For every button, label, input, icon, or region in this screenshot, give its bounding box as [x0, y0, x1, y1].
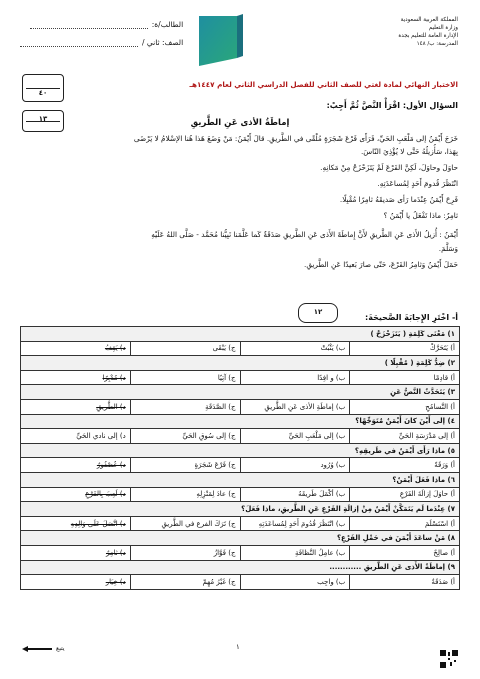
answer-option[interactable]: ج) عادَ لِمَنْزِلِهِ [130, 487, 240, 502]
question-text: ٨) مَنْ ساعَدَ أَيْمَنَ في حَمْلِ الفَرْعِ؟ [21, 531, 460, 546]
question-row [21, 472, 460, 487]
options-row [21, 516, 460, 531]
answer-option[interactable]: أ) صَدَقَةٌ [350, 575, 460, 590]
answer-option[interactable]: أ) وَرَقَةً [350, 458, 460, 473]
answer-option[interactable]: د) إلى نادي الحَيِّ [21, 429, 131, 444]
answer-option[interactable]: د) ثامِرٌ [21, 545, 131, 560]
answer-option[interactable]: د) مُدْبِرًا [21, 370, 131, 385]
question-row [21, 385, 460, 400]
answer-option[interactable]: ج) إلى سُوقِ الحَيِّ [130, 429, 240, 444]
question-text: ٦) ماذا فَعَلَ أَيْمَنُ؟ [21, 472, 460, 487]
page-number: ١ [236, 643, 240, 651]
answer-option[interactable]: ج) الصَّدَقَةِ [130, 399, 240, 414]
answer-option[interactable]: ج) فَوَّازُ [130, 545, 240, 560]
exam-title: الاختبار النهائي لمادة لغتي للصف الثاني للفصل الدراسي الثاني لعام ١٤٤٧هـ [189, 80, 458, 89]
student-name-label: الطالب/ة: [151, 20, 184, 29]
question-text: ١) مَعْنَى كَلِمَةِ ( يَتَزَحْزَحْ ) [21, 327, 460, 342]
student-name-field[interactable] [30, 20, 148, 29]
story-paragraph: وَسَلَّمَ. [438, 244, 458, 253]
options-row [21, 545, 460, 560]
header-line: المملكة العربية السعودية [400, 17, 458, 23]
grade-field[interactable] [20, 38, 138, 47]
header-line: المدرسة: ب/ ١٤٨ [416, 41, 458, 47]
answer-option[interactable]: ب) إماطَةِ الأذى عَنِ الطَّريقِ [240, 399, 350, 414]
story-paragraph: خَرَجَ أَيْمَنُ إلى مَلْعَبِ الحَيِّ، فَرَأَى فَرْعَ شَجَرَةٍ مُلْقًى في الطَّريقِ. قالَ أَيْمَنُ: مَنْ وَضَعَ هَذا هُنا الإسْلامُ لا يَرْضَى [133, 134, 458, 143]
options-row [21, 341, 460, 356]
question1-prompt: السؤال الأول: اقْرَأْ النَّصَّ ثُمَّ أَجِبْ: [326, 101, 458, 110]
question-row [21, 356, 460, 371]
section-a-score-box [298, 303, 338, 323]
options-row [21, 458, 460, 473]
header-line: وزارة التعليم [428, 25, 458, 31]
question-text: ٩) إماطَةُ الأَذى عَنِ الطَّريقِ ............ [21, 560, 460, 575]
section-a-title: أ- اخْتَرِ الإِجابَةَ الصَّحيحَةَ: [365, 313, 458, 322]
q1-score: ١٣ [38, 115, 48, 123]
total-score-box [22, 74, 64, 102]
next-page-label: يتبع [56, 645, 65, 652]
story-paragraph: بِهَذا، سَأُزيلُهُ حَتَّى لا يُؤْذِيَ النّاسَ. [360, 147, 458, 156]
answer-option[interactable]: أ) يَتَحَرَّكْ [350, 341, 460, 356]
answer-option[interactable]: أ) صالِحٌ [350, 545, 460, 560]
answer-option[interactable]: أ) إلى مَدْرَسَةِ الحَيِّ [350, 429, 460, 444]
multiple-choice-table [20, 326, 460, 590]
school-header [398, 16, 458, 48]
story-paragraph: حَمَلَ أَيْمَنُ وَثامِرُ الفَرْعَ، حَتّى صارَ بَعيدًا عَنِ الطَّريقِ. [304, 260, 458, 269]
answer-option[interactable]: أ) اسْتَسْلَمَ [350, 516, 460, 531]
options-row [21, 575, 460, 590]
answer-option[interactable]: ج) فَرْعَ شَجَرَةٍ [130, 458, 240, 473]
answer-option[interactable]: ب) و افِدًا [240, 370, 350, 385]
arrow-left-icon [22, 646, 52, 652]
question-row [21, 531, 460, 546]
answer-option[interactable]: ب) عامِلُ النَّظافَةِ [240, 545, 350, 560]
answer-option[interactable]: ج) تَرَكَ الفرع في الطَّريقِ [130, 516, 240, 531]
question-text: ٧) عِنْدَما لَم يَتَمَكَّنْ أَيْمَنُ مِنْ إزالَةِ الفَرْعِ عَنِ الطَّريقِ، ماذا فَعَلَ؟ [21, 502, 460, 517]
question-text: ٤) إلى أَيْنَ كانَ أَيْمَنُ مُتَوَجِّهًا؟ [21, 414, 460, 429]
options-row [21, 399, 460, 414]
answer-option[interactable]: ج) غَيْرُ مُهِمّ [130, 575, 240, 590]
answer-option[interactable]: ب) انْتَظَرَ قُدُومَ أَحَدٍ لِمُساعَدَتِهِ [240, 516, 350, 531]
ministry-logo-icon [197, 12, 245, 68]
options-row [21, 487, 460, 502]
question-row [21, 502, 460, 517]
total-score: ٤٠ [38, 89, 48, 97]
answer-option[interactable]: ج) يَبْقَى [130, 341, 240, 356]
story-paragraph: فَرِحَ أَيْمَنُ عِنْدَما رَأى صَديقَهُ ثامِرًا مُقْبِلًا. [339, 195, 458, 204]
question-text: ٥) ماذا رَأَى أَيْمَنُ في طَريقِهِ؟ [21, 443, 460, 458]
answer-option[interactable]: د) خِيَار [21, 575, 131, 590]
answer-option[interactable]: د) عُصْفُورٌ [21, 458, 131, 473]
answer-option[interactable]: أ) قادِمًا [350, 370, 460, 385]
answer-option[interactable]: ب) يَثْبُتْ [240, 341, 350, 356]
section-a-score: ١٢ [313, 308, 323, 316]
question-row [21, 560, 460, 575]
answer-option[interactable]: د) لَعِبَ بِالفَرْعِ [21, 487, 131, 502]
question-row [21, 327, 460, 342]
question-row [21, 414, 460, 429]
options-row [21, 429, 460, 444]
answer-option[interactable]: د) الطَّريقِ [21, 399, 131, 414]
answer-option[interactable]: ج) آتِيًا [130, 370, 240, 385]
answer-option[interactable]: أ) حاوَلَ إزالَةَ الفَرْعِ [350, 487, 460, 502]
options-row [21, 370, 460, 385]
grade-label: الصف: ثاني / [142, 38, 184, 47]
qr-code-icon [440, 650, 458, 668]
story-paragraph: أَيْمَنُ : أُزيلُ الأَذى عَنِ الطَّريقِ لأَنَّ إِماطَةَ الأَذى عَنِ الطَّريقِ صَدَقَةٌ كَما عَلَّمَنا نَبِيُّنا مُحَمَّد - صَلَّى اللهُ عَلَيْهِ [151, 230, 458, 239]
student-info [20, 20, 183, 56]
story-paragraph: حاوَلَ وحاوَلَ، لَكِنَّ الفَرْعَ لَمْ يَتَزَحْزَحْ مِنْ مَكانِهِ. [320, 163, 458, 172]
answer-option[interactable]: ب) واجِب [240, 575, 350, 590]
header-line: الإدارة العامة للتعليم بجدة [398, 33, 458, 39]
question-text: ٣) يَتَحَدَّثُ النَّصُّ عَنِ [21, 385, 460, 400]
answer-option[interactable]: د) يَقِفُ [21, 341, 131, 356]
answer-option[interactable]: ب) وُرُود [240, 458, 350, 473]
story-paragraph: انْتَظَرَ قُدومَ أَحَدٍ لِمُساعَدَتِهِ. [377, 179, 458, 188]
answer-option[interactable]: ب) أكْمَلَ طَريقَهُ [240, 487, 350, 502]
story-paragraph: ثامِرٌ: ماذا تَفْعَلُ يا أَيْمَنُ ؟ [383, 211, 458, 220]
answer-option[interactable]: ب) إلى مَلْعَبِ الحَيِّ [240, 429, 350, 444]
question-row [21, 443, 460, 458]
answer-option[interactable]: د) اتَّصَلَ عَلَى وَالِدِهِ [21, 516, 131, 531]
question-text: ٢) ضِدُّ كَلِمَةِ ( مُقْبِلًا ) [21, 356, 460, 371]
answer-option[interactable]: أ) التَّسامُحِ [350, 399, 460, 414]
story-title: إماطَةُ الأذى عَنِ الطَّريقِ [190, 118, 290, 128]
